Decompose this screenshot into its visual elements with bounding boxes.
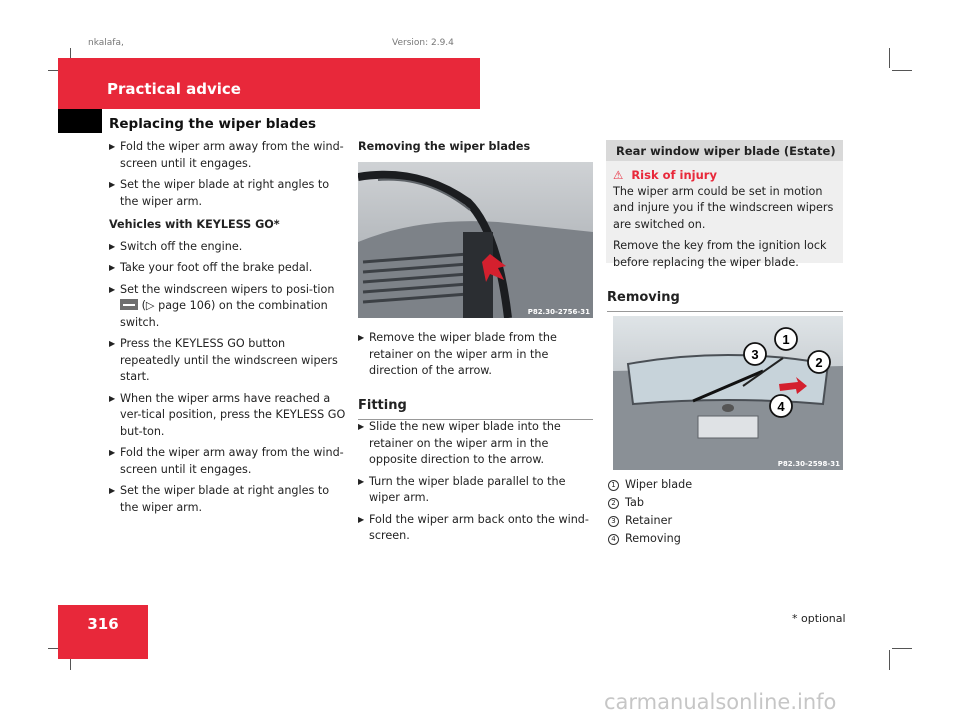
page-number: 316 — [87, 615, 119, 633]
arrow-icon: ▶ — [109, 263, 116, 272]
svg-text:1: 1 — [782, 332, 790, 347]
list-item: ▶ Set the windscreen wipers to posi-tion (▷ page 106) on the combination switch. — [109, 282, 335, 329]
keyless-heading: Vehicles with KEYLESS GO* — [109, 218, 280, 231]
removing-subheading: Removing — [607, 290, 843, 312]
arrow-icon: ▶ — [358, 422, 365, 431]
crop-mark — [892, 70, 912, 71]
fitting-heading: Fitting — [358, 398, 593, 420]
legend-item: 2 Tab — [608, 494, 838, 512]
removing-heading: Removing the wiper blades — [358, 140, 531, 153]
wiper-removal-illustration — [358, 162, 593, 318]
column-2-fitting — [358, 419, 596, 550]
wiper-position-icon — [120, 299, 138, 310]
list-item: ▶ Press the KEYLESS GO button repeatedly until the windscreen wipers start. — [109, 337, 338, 383]
rear-wiper-photo — [613, 316, 843, 470]
legend-item: 1 Wiper blade — [608, 476, 838, 494]
footnote: * optional — [792, 612, 846, 625]
page-subtitle: Replacing the wiper blades — [109, 116, 317, 132]
list-item: ▶ Take your foot off the brake pedal. — [109, 260, 347, 277]
arrow-icon: ▶ — [358, 476, 365, 486]
arrow-icon: ▶ — [109, 339, 116, 348]
legend-item: 4 Removing — [608, 530, 838, 548]
crop-mark — [889, 48, 890, 68]
svg-text:4: 4 — [777, 399, 785, 414]
arrow-icon: ▶ — [358, 333, 365, 342]
list-item: ▶ Fold the wiper arm back onto the wind-screen. — [358, 512, 589, 542]
legend-list — [608, 476, 838, 548]
arrow-icon: ▶ — [109, 448, 116, 457]
arrow-icon: ▶ — [109, 142, 116, 151]
photo-code: P82.30-2598-31 — [777, 460, 840, 468]
list-item: ▶ Fold the wiper arm away from the wind-screen until it engages. — [109, 140, 344, 170]
photo-code: P82.30-2756-31 — [527, 308, 590, 316]
warning-text: The wiper arm could be set in motion and injure you if the windscreen wipers are switched on. — [613, 184, 834, 231]
arrow-icon: ▶ — [109, 486, 116, 495]
warning-text: Remove the key from the ignition lock before replacing the wiper blade. — [613, 239, 827, 269]
svg-text:2: 2 — [815, 355, 823, 370]
watermark: carmanualsonline.info — [604, 690, 837, 714]
list-item: ▶ Switch off the engine. — [109, 239, 347, 256]
list-item: ▶ Set the wiper blade at right angles to the wiper arm. — [109, 178, 330, 208]
warning-content — [613, 167, 841, 271]
meta-right: Version: 2.9.4 — [392, 38, 454, 48]
rear-wiper-title: Rear window wiper blade (Estate) — [616, 144, 836, 158]
warning-triangle-icon: ⚠ — [613, 168, 624, 182]
arrow-icon: ▶ — [109, 393, 116, 403]
list-item: ▶ When the wiper arms have reached a ver-tical position, press the KEYLESS GO but-ton. — [109, 391, 346, 438]
callout-4 — [770, 395, 792, 417]
arrow-icon: ▶ — [109, 284, 116, 294]
list-item: ▶ Turn the wiper blade parallel to the wiper arm. — [358, 474, 566, 504]
arrow-icon: ▶ — [109, 180, 116, 189]
list-item: ▶ Remove the wiper blade from the retainer on the wiper arm in the direction of the arrow. — [358, 331, 557, 377]
legend-item: 3 Retainer — [608, 512, 838, 530]
rear-wiper-illustration — [613, 316, 843, 470]
callout-2 — [808, 351, 830, 373]
list-item: ▶ Set the wiper blade at right angles to the wiper arm. — [109, 484, 330, 514]
section-title: Practical advice — [107, 80, 241, 98]
warning-heading: ⚠ Risk of injury — [613, 168, 717, 182]
svg-text:3: 3 — [751, 347, 759, 362]
list-item: ▶ Fold the wiper arm away from the wind-screen until it engages. — [109, 446, 344, 476]
crop-mark — [889, 650, 890, 670]
arrow-icon: ▶ — [109, 241, 116, 251]
wiper-removal-photo — [358, 162, 593, 318]
crop-mark — [892, 648, 912, 649]
callout-3 — [744, 343, 766, 365]
column-1 — [109, 139, 347, 521]
meta-left: nkalafa, — [88, 38, 124, 48]
header-tab — [58, 109, 102, 133]
column-2 — [358, 330, 596, 385]
arrow-icon: ▶ — [358, 514, 365, 524]
list-item: ▶ Slide the new wiper blade into the retainer on the wiper arm in the opposite direction to the arrow. — [358, 420, 561, 466]
callout-1 — [775, 328, 797, 350]
